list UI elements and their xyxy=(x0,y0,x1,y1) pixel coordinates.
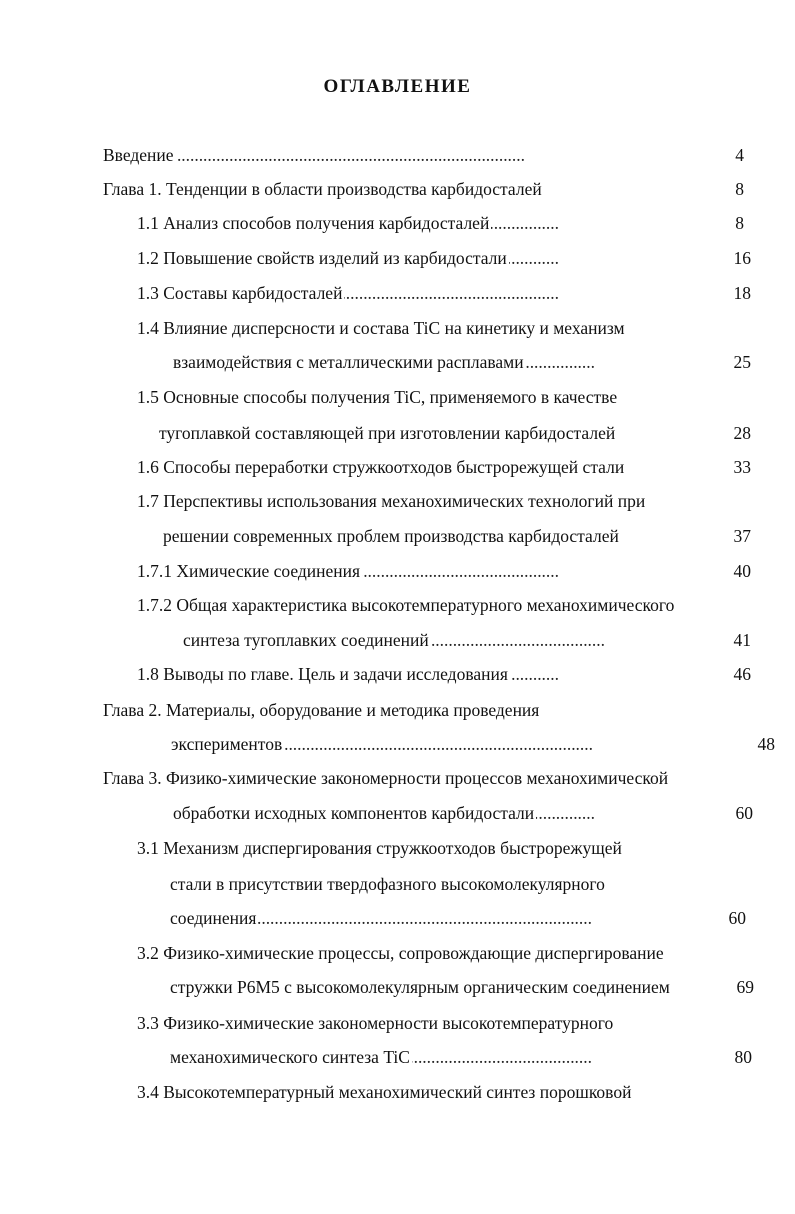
toc-entry-text: . . . тугоплавкой составляющей при изготовлении карбидосталей xyxy=(159,423,616,443)
toc-entry-page: 48 xyxy=(757,734,775,754)
toc-entry-page: 4 xyxy=(735,145,744,165)
toc-entry-text: 1.7 Перспективы использования механохимических технологий при xyxy=(137,491,646,511)
toc-entry-text: Глава 2. Материалы, оборудование и методика проведения xyxy=(103,700,540,720)
toc-entry-page: 41 xyxy=(733,630,751,650)
toc-entry xyxy=(137,836,753,860)
toc-entry xyxy=(103,698,751,722)
toc-entry-text: . . . 1.3 Составы карбидосталей xyxy=(137,283,343,303)
toc-entry-page: 80 xyxy=(734,1047,752,1067)
toc-entry-page: 60 xyxy=(728,908,746,928)
toc-entry xyxy=(183,628,751,652)
toc-entry-text: 1.5 Основные способы получения TiC, применяемого в качестве xyxy=(137,387,618,407)
toc-entry xyxy=(137,662,751,686)
toc-entry xyxy=(103,143,744,167)
toc-entry-text: . . . обработки исходных компонентов карбидостали xyxy=(173,803,535,823)
toc-entry-text: . . . механохимического синтеза TiC xyxy=(170,1047,410,1067)
toc-entry-page: 8 xyxy=(735,179,744,199)
toc-entry xyxy=(137,559,751,583)
toc-entry-text: . . . соединения xyxy=(170,908,257,928)
toc-entry-text: 1.7.2 Общая характеристика высокотемпературного механохимического xyxy=(137,595,675,615)
toc-entry-page: 33 xyxy=(733,457,751,477)
toc-entry xyxy=(103,766,763,790)
toc-entry xyxy=(163,524,751,548)
toc-entry-text: 3.2 Физико-химические процессы, сопровождающие диспергирование xyxy=(137,943,664,963)
toc-entry-page: 69 xyxy=(736,977,754,997)
toc-entry xyxy=(170,872,753,896)
toc-entry xyxy=(137,1080,753,1104)
toc-entry-text: . . . 1.2 Повышение свойств изделий из карбидостали xyxy=(137,248,507,268)
toc-entry xyxy=(170,1045,752,1069)
toc-entry xyxy=(170,975,754,999)
toc-entry-text: Глава 3. Физико-химические закономерности процессов механохимической xyxy=(103,768,669,788)
toc-entry-text: . . . экспериментов xyxy=(171,734,283,754)
toc-entry-text: 1.4 Влияние дисперсности и состава TiC на кинетику и механизм xyxy=(137,318,625,338)
page-title: ОГЛАВЛЕНИЕ xyxy=(323,76,472,97)
toc-entry-text: . . . 1.7.1 Химические соединения xyxy=(137,561,361,581)
toc-entry-text: . . . взаимодействия с металлическими расплавами xyxy=(173,352,524,372)
toc-entry xyxy=(103,177,744,201)
toc-entry-text: . . . 1.1 Анализ способов получения карбидосталей xyxy=(137,213,490,233)
toc-entry xyxy=(137,246,751,270)
toc-entry xyxy=(137,489,751,513)
toc-entry xyxy=(173,801,753,825)
toc-entry xyxy=(173,350,751,374)
toc-entry xyxy=(137,1011,753,1035)
toc-entry xyxy=(137,211,744,235)
toc-entry-text: . . . стружки Р6М5 с высокомолекулярным органическим соединением xyxy=(170,977,670,997)
toc-entry-page: 28 xyxy=(733,423,751,443)
toc-entry xyxy=(137,281,751,305)
toc-entry-page: 40 xyxy=(733,561,751,581)
toc-entry xyxy=(170,906,746,930)
toc-entry-text: 3.1 Механизм диспергирования стружкоотходов быстрорежущей xyxy=(137,838,622,858)
toc-entry-text: . . . синтеза тугоплавких соединений xyxy=(183,630,429,650)
toc-entry-page: 16 xyxy=(733,248,751,268)
toc-entry-text: 3.4 Высокотемпературный механохимический синтез порошковой xyxy=(137,1082,632,1102)
toc-entry-text: . . . 1.6 Способы переработки стружкоотходов быстрорежущей стали xyxy=(137,457,625,477)
toc-entry-text: . . . Глава 1. Тенденции в области производства карбидосталей xyxy=(103,179,542,199)
toc-entry-text: . . . решении современных проблем производства карбидосталей xyxy=(163,526,619,546)
toc-entry xyxy=(137,385,751,409)
toc-entry-page: 8 xyxy=(735,213,744,233)
toc-entry xyxy=(137,593,751,617)
toc-entry-page: 60 xyxy=(735,803,753,823)
toc-entry-page: 25 xyxy=(733,352,751,372)
toc-entry xyxy=(137,316,751,340)
toc-entry-page: 46 xyxy=(733,664,751,684)
toc-entry-page: 37 xyxy=(733,526,751,546)
toc-entry xyxy=(159,421,751,445)
toc-entry-text: 3.3 Физико-химические закономерности высокотемпературного xyxy=(137,1013,614,1033)
toc-entry-text: . . . 1.8 Выводы по главе. Цель и задачи исследования xyxy=(137,664,508,684)
toc-entry xyxy=(171,732,775,756)
toc-entry-page: 18 xyxy=(733,283,751,303)
toc-entry-text: . . . Введение xyxy=(103,145,174,165)
toc-entry xyxy=(137,941,753,965)
toc-entry-text: стали в присутствии твердофазного высокомолекулярного xyxy=(170,874,605,894)
toc-entry xyxy=(137,455,751,479)
